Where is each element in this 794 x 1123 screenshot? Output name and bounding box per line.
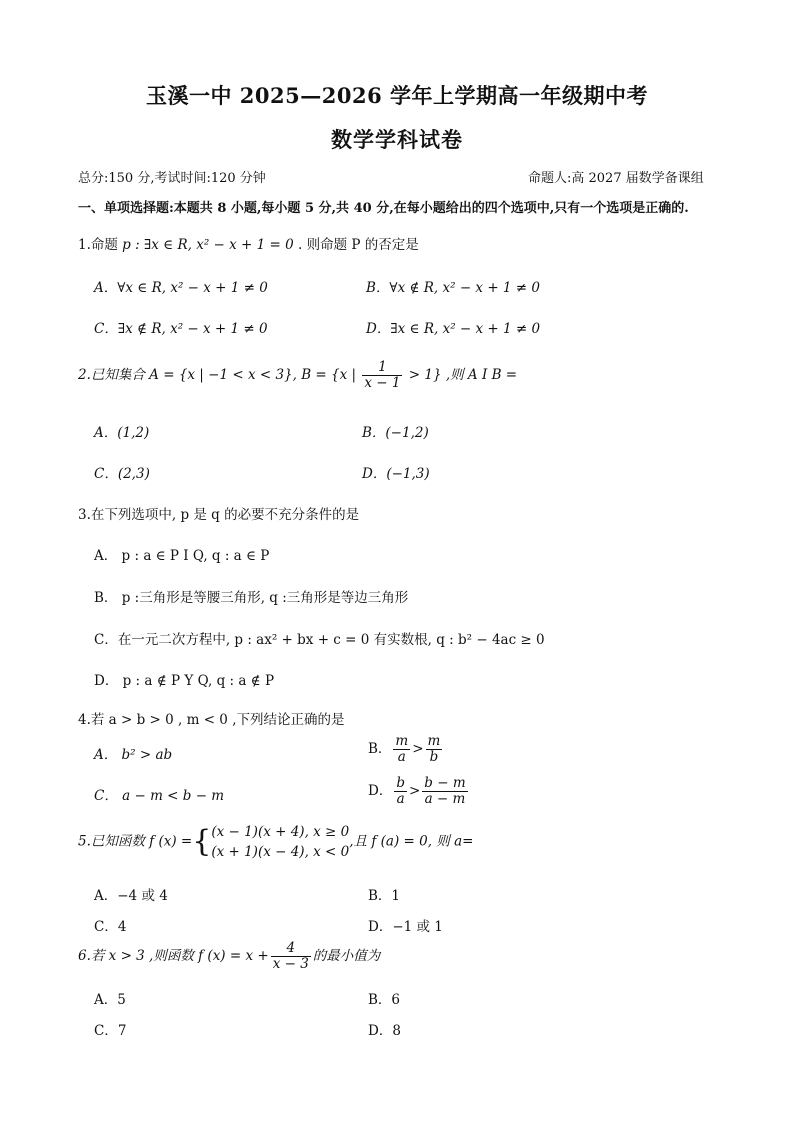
question-6-fraction: $\frac{4}{x - 3}$	[272, 940, 309, 972]
section-heading: 一、单项选择题:本题共 8 小题,每小题 5 分,共 40 分,在每小题给出的四个选项中,只有一个选项是正确的.	[78, 201, 689, 216]
question-6-option-b: B．6	[368, 992, 401, 1008]
question-5-option-a: A．−4 或 4	[94, 888, 168, 904]
question-6-option-c: C．7	[94, 1023, 127, 1039]
question-1-option-d: D．∃x ∈ R, x² − x + 1 ≠ 0	[366, 321, 541, 337]
question-3-option-a: A． p : a ∈ P I Q, q : a ∈ P	[94, 548, 270, 564]
question-5-stem: 5.已知函数 f (x) ={ (x − 1)(x + 4), x ≥ 0 (x + 1)(x − 4), x < 0 ,且 f (a) = 0, 则 a=	[78, 824, 474, 860]
page-title: 玉溪一中 2025—2026 学年上学期高一年级期中考	[145, 83, 648, 108]
question-2-option-d: D．(−1,3)	[362, 466, 430, 482]
question-6-option-a: A．5	[94, 992, 126, 1008]
question-6-option-d: D．8	[368, 1023, 401, 1039]
question-3-option-c: C．在一元二次方程中, p : ax² + bx + c = 0 有实数根, q : b² − 4ac ≥ 0	[94, 632, 545, 648]
question-2-option-c: C．(2,3)	[94, 466, 150, 482]
question-4-option-c: C． a − m < b − m	[94, 788, 225, 804]
question-2-fraction: $\frac{1}{x - 1}$	[364, 359, 401, 391]
question-1-option-a: A．∀x ∈ R, x² − x + 1 ≠ 0	[94, 280, 268, 296]
question-1-option-b: B．∀x ∉ R, x² − x + 1 ≠ 0	[366, 280, 541, 296]
question-5-option-d: D．−1 或 1	[368, 919, 443, 935]
question-4-stem: 4.若 a > b > 0 , m < 0 ,下列结论正确的是	[78, 712, 345, 728]
question-5-option-b: B．1	[368, 888, 401, 904]
question-4-option-d: D． $\frac{b}{a}$ > $\frac{b - m}{a - m}$	[368, 775, 466, 807]
page-subtitle: 数学学科试卷	[331, 127, 463, 152]
question-3-option-d: D． p : a ∉ P Y Q, q : a ∉ P	[94, 673, 275, 689]
author-info: 命题人:高 2027 届数学备课组	[528, 171, 704, 186]
score-time-info: 总分:150 分,考试时间:120 分钟	[78, 171, 266, 186]
question-2-option-a: A．(1,2)	[94, 425, 150, 441]
question-3-option-b: B． p :三角形是等腰三角形, q :三角形是等边三角形	[94, 590, 409, 606]
question-5-option-c: C．4	[94, 919, 127, 935]
question-3-stem: 3.在下列选项中, p 是 q 的必要不充分条件的是	[78, 507, 360, 523]
question-1-stem: 1.命题 p : ∃x ∈ R, x² − x + 1 = 0 . 则命题 P 的否定是	[78, 237, 419, 253]
question-2-option-b: B．(−1,2)	[362, 425, 429, 441]
question-4-option-a: A． b² > ab	[94, 747, 173, 763]
question-1-option-c: C．∃x ∉ R, x² − x + 1 ≠ 0	[94, 321, 268, 337]
question-5-piecewise: (x − 1)(x + 4), x ≥ 0 (x + 1)(x − 4), x < 0	[211, 824, 350, 860]
question-6-stem: 6.若 x > 3 ,则函数 f (x) = x + $\frac{4}{x - 3}$ 的最小值为	[78, 940, 381, 972]
question-4-option-b: B． $\frac{m}{a}$ > $\frac{m}{b}$	[368, 733, 441, 765]
question-2-stem: 2.已知集合 A = {x | −1 < x < 3}, B = {x | $\frac{1}{x - 1}$ > 1} ,则 A I B =	[78, 359, 518, 391]
